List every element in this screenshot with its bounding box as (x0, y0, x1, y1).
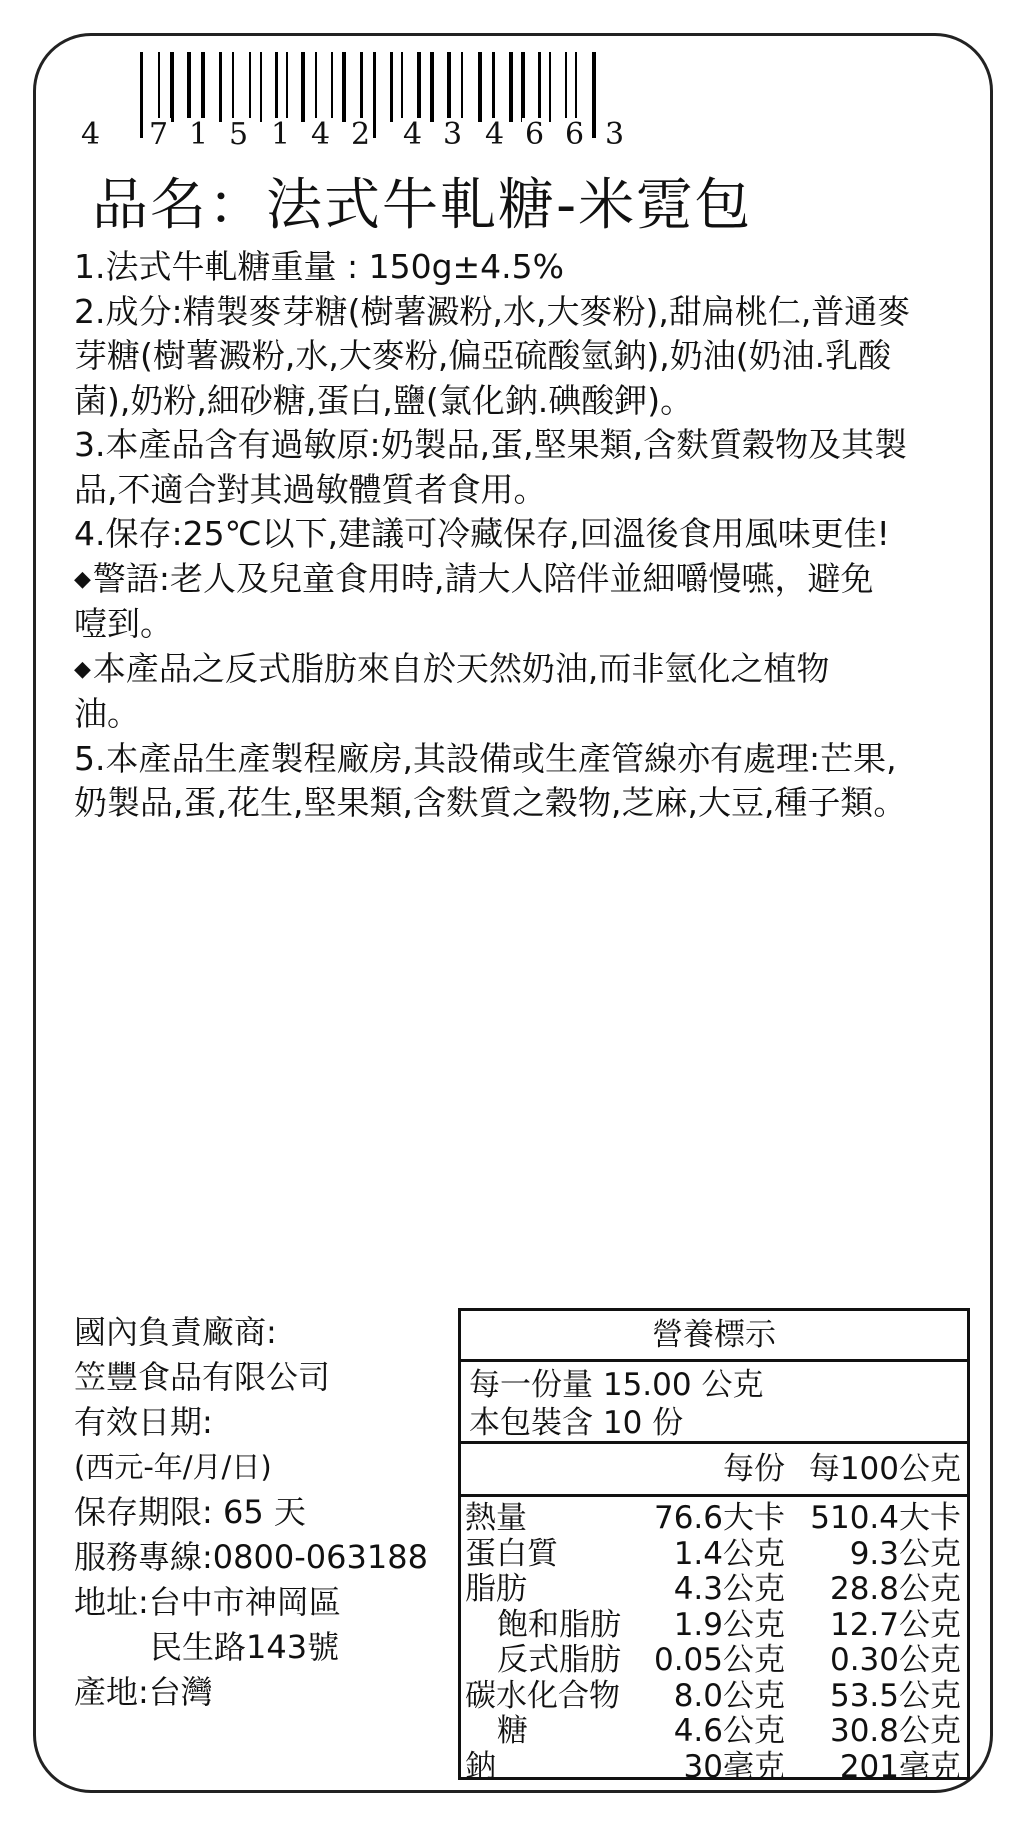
content-line (74, 334, 974, 379)
barcode-bar (549, 52, 551, 122)
barcode-bar (315, 52, 317, 122)
nutrition-table (458, 1308, 970, 1785)
address-line-1: 地址:台中市神岡區 (74, 1583, 341, 1621)
value-per-100g: 28.8公克 (829, 1571, 961, 1607)
barcode-bar (187, 52, 191, 122)
barcode-bar (249, 52, 251, 122)
content-line (74, 647, 974, 693)
origin: 產地:台灣 (74, 1673, 213, 1711)
barcode-bar (430, 52, 434, 122)
content-line (74, 512, 974, 557)
barcode-bar (461, 52, 463, 122)
nutrition-title: 營養標示 (461, 1311, 967, 1362)
value-per-serving: 76.6大卡 (653, 1500, 785, 1536)
barcode-bar (301, 52, 305, 122)
barcode-digit: 4 (308, 118, 333, 152)
barcode-bar (401, 52, 403, 122)
barcode-bar (509, 52, 513, 122)
barcode-bar (201, 52, 205, 122)
value-per-serving: 8.0公克 (673, 1677, 785, 1714)
content-text: 油。 (74, 694, 140, 733)
content-line (74, 692, 974, 737)
content-line (74, 245, 974, 290)
col-per-100g: 每100公克 (808, 1451, 961, 1487)
date-format: (西元-年/月/日) (74, 1450, 272, 1484)
content-line (74, 290, 974, 335)
barcode-bar (417, 52, 421, 122)
barcode-bar (478, 52, 482, 122)
content-line (74, 602, 974, 647)
barcode-digit: 5 (226, 118, 251, 152)
content-text: 噎到。 (74, 604, 173, 643)
nutrition-row (461, 1750, 967, 1786)
barcode-bar (286, 52, 288, 122)
content-line (74, 737, 974, 782)
nutrition-row (461, 1643, 967, 1679)
value-per-serving: 30毫克 (683, 1748, 785, 1785)
barcode-digit: 4 (482, 118, 507, 152)
nutrition-row (461, 1679, 967, 1715)
serving-info (461, 1362, 967, 1444)
content-line (74, 781, 974, 826)
barcode-bar (538, 52, 541, 122)
shelf-life: 保存期限: 65 天 (74, 1493, 306, 1531)
value-per-serving: 4.3公克 (673, 1571, 785, 1607)
barcode-digit: 1 (268, 118, 293, 152)
servings-per-package: 本包裝含 10 份 (469, 1405, 684, 1441)
company-info (74, 1310, 428, 1715)
content-text: 芽糖(樹薯澱粉,水,大麥粉,偏亞硫酸氫鈉),奶油(奶油.乳酸 (74, 336, 892, 375)
product-title: 品名：法式牛軋糖-米霓包 (92, 173, 753, 238)
content-text: 3.本產品含有過敏原:奶製品,蛋,堅果類,含麩質穀物及其製 (74, 425, 908, 464)
barcode-digit: 3 (602, 118, 627, 152)
content-text: 警語:老人及兒童食用時,請大人陪伴並細嚼慢嚥，避免 (92, 558, 874, 598)
nutrition-row (461, 1608, 967, 1644)
nutrient-name: 糖 (497, 1713, 528, 1749)
content-line (74, 468, 974, 513)
barcode-bar (275, 52, 278, 122)
nutrient-name: 脂肪 (465, 1571, 527, 1607)
content-text: 品,不適合對其過敏體質者食用。 (74, 469, 547, 509)
value-per-serving: 0.05公克 (653, 1642, 785, 1678)
content-text: 1.法式牛軋糖重量 : 150g±4.5% (74, 247, 565, 286)
barcode-digits (78, 118, 728, 152)
barcode-bar (232, 52, 234, 122)
manufacturer-label: 國內負責廠商: (74, 1313, 277, 1351)
nutrient-name: 鈉 (465, 1748, 496, 1785)
value-per-100g: 53.5公克 (829, 1677, 961, 1714)
content-line (74, 557, 974, 603)
nutrition-row (461, 1572, 967, 1608)
product-description (74, 245, 974, 826)
content-line (74, 379, 974, 424)
barcode-digit: 7 (146, 118, 171, 152)
value-per-100g: 30.8公克 (829, 1713, 961, 1749)
nutrition-row (461, 1714, 967, 1750)
value-per-serving: 1.9公克 (673, 1606, 785, 1643)
barcode-bar (260, 52, 262, 122)
barcode-bar (492, 52, 495, 122)
barcode-digit: 6 (562, 118, 587, 152)
barcode-digit: 4 (78, 118, 103, 152)
value-per-100g: 0.30公克 (829, 1642, 961, 1678)
content-text: 2.成分:精製麥芽糖(樹薯澱粉,水,大麥粉),甜扁桃仁,普通麥 (74, 291, 911, 331)
value-per-100g: 201毫克 (839, 1748, 961, 1785)
value-per-100g: 12.7公克 (829, 1606, 961, 1643)
content-text: 4.保存:25℃以下,建議可冷藏保存,回溫後食用風味更佳! (74, 514, 890, 553)
barcode-bar (447, 52, 451, 122)
nutrition-row (461, 1501, 967, 1537)
content-text: 本產品之反式脂肪來自於天然奶油,而非氫化之植物 (92, 648, 830, 688)
barcode-bar (331, 52, 333, 122)
barcode-bar (342, 52, 346, 122)
content-text: 5.本產品生產製程廠房,其設備或生產管線亦有處理:芒果, (74, 738, 897, 778)
nutrition-row (461, 1537, 967, 1573)
address-line-2: 民生路143號 (150, 1628, 340, 1666)
value-per-100g: 510.4大卡 (810, 1500, 961, 1536)
nutrient-name: 飽和脂肪 (497, 1606, 621, 1643)
barcode-bar (565, 52, 567, 122)
value-per-100g: 9.3公克 (849, 1535, 961, 1572)
nutrient-name: 蛋白質 (465, 1535, 558, 1572)
content-line (74, 423, 974, 468)
barcode-digit: 3 (440, 118, 465, 152)
manufacturer-name: 笠豐食品有限公司 (74, 1358, 331, 1396)
bullet-icon: ◆ (74, 566, 91, 592)
barcode-bar (521, 52, 525, 122)
barcode-bar (170, 52, 174, 122)
barcode-bar (219, 52, 222, 122)
nutrient-name: 熱量 (465, 1500, 527, 1536)
nutrition-rows (461, 1497, 967, 1785)
barcode-bar (390, 52, 393, 122)
barcode-digit: 6 (522, 118, 547, 152)
value-per-serving: 4.6公克 (673, 1713, 785, 1749)
expiry-label: 有效日期: (74, 1403, 213, 1441)
serving-size: 每一份量 15.00 公克 (469, 1367, 764, 1403)
nutrient-name: 碳水化合物 (465, 1677, 620, 1714)
col-per-serving: 每份 (723, 1451, 785, 1487)
value-per-serving: 1.4公克 (673, 1535, 785, 1572)
bullet-icon: ◆ (74, 656, 91, 682)
content-text: 菌),奶粉,細砂糖,蛋白,鹽(氯化鈉.碘酸鉀)。 (74, 380, 694, 420)
barcode-digit: 4 (400, 118, 425, 152)
barcode-digit: 1 (186, 118, 211, 152)
content-text: 奶製品,蛋,花生,堅果類,含麩質之穀物,芝麻,大豆,種子類。 (74, 783, 907, 822)
barcode-digit: 2 (348, 118, 373, 152)
nutrition-header (461, 1444, 967, 1497)
nutrient-name: 反式脂肪 (497, 1642, 621, 1678)
service-line: 服務專線:0800-063188 (74, 1538, 428, 1576)
